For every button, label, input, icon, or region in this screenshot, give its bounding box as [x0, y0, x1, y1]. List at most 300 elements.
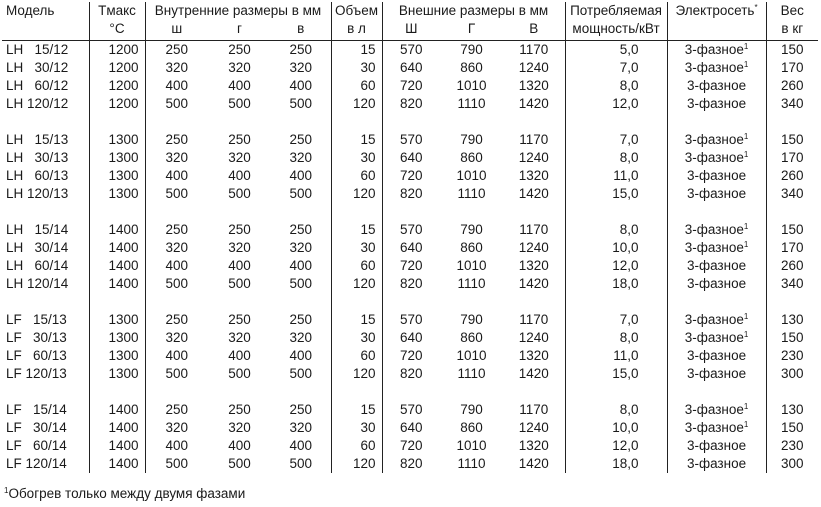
- cell-ih: 250: [289, 42, 313, 57]
- cell-iw: 250: [145, 131, 208, 149]
- header-power: Потребляемая: [565, 2, 667, 20]
- cell-id: 320: [228, 240, 251, 255]
- cell-model: LF 15/14: [6, 402, 67, 417]
- cell-iw: 320: [145, 419, 208, 437]
- cell-mains: [667, 95, 766, 113]
- cell-oh: 1170: [519, 222, 549, 237]
- mains-value: 3-фазное: [684, 420, 744, 435]
- mains-footnote-mark: 1: [743, 222, 749, 231]
- spacer-cell: [145, 113, 208, 131]
- cell-id: 400: [228, 438, 251, 453]
- cell-power: 11,0: [565, 347, 667, 365]
- cell-mains: [667, 275, 766, 293]
- spacer-cell: [208, 383, 271, 401]
- header-mains-mark: *: [754, 3, 758, 12]
- cell-vol: 60: [331, 437, 382, 455]
- mains-value: 3-фазное: [684, 42, 744, 57]
- cell-weight: 230: [766, 437, 818, 455]
- cell-vol: 60: [331, 167, 382, 185]
- cell-tmax: 1200: [89, 59, 145, 77]
- cell-oh: 1420: [518, 96, 549, 111]
- cell-ow: 820: [382, 95, 440, 113]
- cell-id: 400: [228, 258, 251, 273]
- cell-weight: 340: [766, 95, 818, 113]
- cell-vol: 60: [331, 347, 382, 365]
- cell-id: 400: [228, 168, 251, 183]
- table-row: [2, 365, 818, 383]
- cell-od: 1010: [456, 78, 487, 93]
- cell-mains: [667, 401, 766, 419]
- cell-ih: 320: [289, 60, 313, 75]
- cell-tmax: 1400: [89, 401, 145, 419]
- mains-footnote-mark: 1: [743, 312, 749, 321]
- table-body: [2, 41, 818, 474]
- cell-vol: 30: [331, 59, 382, 77]
- cell-oh: 1320: [518, 438, 549, 453]
- cell-power: 7,0: [565, 59, 667, 77]
- spacer-cell: [440, 113, 503, 131]
- spacer-cell: [145, 383, 208, 401]
- cell-ih: 500: [289, 186, 313, 201]
- cell-id: 320: [228, 150, 251, 165]
- mains-value: 3-фазное: [686, 438, 747, 453]
- mains-value: 3-фазное: [684, 222, 744, 237]
- spacer-cell: [271, 383, 331, 401]
- spacer-cell: [565, 383, 667, 401]
- table-row: [2, 59, 818, 77]
- mains-value: 3-фазное: [686, 456, 747, 471]
- cell-weight: 230: [766, 347, 818, 365]
- cell-weight: 260: [766, 77, 818, 95]
- cell-model: LF 30/14: [6, 420, 67, 435]
- group-spacer: [2, 293, 818, 311]
- cell-vol: 60: [331, 257, 382, 275]
- cell-tmax: 1300: [89, 167, 145, 185]
- spacer-cell: [440, 203, 503, 221]
- cell-oh: 1320: [518, 258, 549, 273]
- cell-mains: [667, 239, 766, 257]
- cell-od: 1110: [457, 276, 486, 291]
- spacer-cell: [440, 383, 503, 401]
- spacer-cell: [331, 113, 382, 131]
- cell-weight: 150: [766, 329, 818, 347]
- mains-footnote-mark: 1: [743, 60, 749, 69]
- cell-mains: [667, 257, 766, 275]
- cell-tmax: 1300: [89, 185, 145, 203]
- spacer-cell: [208, 113, 271, 131]
- cell-mains: [667, 41, 766, 60]
- table-row: [2, 77, 818, 95]
- cell-tmax: 1400: [89, 437, 145, 455]
- cell-power: 15,0: [565, 365, 667, 383]
- spacer-cell: [766, 113, 818, 131]
- cell-iw: 250: [145, 401, 208, 419]
- cell-oh: 1240: [518, 240, 549, 255]
- cell-ih: 400: [289, 168, 313, 183]
- cell-ow: 640: [382, 149, 440, 167]
- spacer-cell: [89, 383, 145, 401]
- cell-ow: 720: [382, 437, 440, 455]
- cell-oh: 1420: [518, 276, 549, 291]
- spacer-cell: [503, 293, 565, 311]
- cell-ow: 640: [382, 419, 440, 437]
- cell-model: LH 15/12: [6, 42, 69, 57]
- cell-id: 500: [228, 456, 251, 471]
- cell-od: 1010: [456, 348, 487, 363]
- cell-iw: 320: [145, 329, 208, 347]
- cell-vol: 120: [331, 95, 382, 113]
- cell-ow: 820: [382, 365, 440, 383]
- cell-ih: 400: [289, 78, 313, 93]
- cell-ih: 250: [289, 312, 313, 327]
- header-mains-label: Электросеть: [675, 3, 755, 18]
- cell-od: 860: [460, 150, 483, 165]
- cell-id: 400: [228, 348, 251, 363]
- cell-weight: 130: [766, 401, 818, 419]
- table-row: [2, 221, 818, 239]
- cell-model: LH 30/12: [6, 60, 69, 75]
- cell-id: 320: [228, 60, 251, 75]
- cell-od: 860: [460, 60, 483, 75]
- cell-iw: 320: [145, 149, 208, 167]
- cell-mains: [667, 221, 766, 239]
- cell-id: 250: [228, 42, 251, 57]
- cell-power: 12,0: [565, 437, 667, 455]
- cell-tmax: 1400: [89, 455, 145, 473]
- header-power-unit: мощность/кВт: [565, 20, 667, 41]
- spacer-cell: [331, 203, 382, 221]
- cell-ih: 320: [289, 240, 313, 255]
- cell-model: LH 30/13: [6, 150, 69, 165]
- footnote: [4, 486, 245, 501]
- cell-ow: 570: [382, 41, 440, 60]
- cell-ow: 720: [382, 167, 440, 185]
- cell-weight: 130: [766, 311, 818, 329]
- header-volume: Объем: [331, 2, 382, 20]
- cell-ow: 640: [382, 329, 440, 347]
- cell-oh: 1320: [518, 348, 549, 363]
- spacer-cell: [440, 293, 503, 311]
- cell-tmax: 1300: [89, 347, 145, 365]
- header-model-sub: [2, 20, 89, 41]
- cell-weight: 150: [766, 221, 818, 239]
- mains-value: 3-фазное: [686, 78, 747, 93]
- cell-mains: [667, 131, 766, 149]
- cell-id: 250: [228, 402, 251, 417]
- cell-iw: 400: [145, 437, 208, 455]
- spacer-cell: [89, 293, 145, 311]
- cell-model: LH 120/13: [6, 186, 69, 201]
- cell-power: 7,0: [565, 131, 667, 149]
- table-row: [2, 275, 818, 293]
- cell-tmax: 1200: [89, 41, 145, 60]
- cell-iw: 500: [145, 275, 208, 293]
- cell-iw: 250: [145, 221, 208, 239]
- cell-ow: 570: [382, 311, 440, 329]
- cell-weight: 170: [766, 59, 818, 77]
- cell-ih: 250: [289, 132, 313, 147]
- cell-ow: 640: [382, 239, 440, 257]
- mains-value: 3-фазное: [686, 186, 747, 201]
- cell-iw: 500: [145, 95, 208, 113]
- spacer-cell: [2, 293, 89, 311]
- cell-ow: 570: [382, 221, 440, 239]
- spacer-cell: [2, 203, 89, 221]
- cell-vol: 60: [331, 77, 382, 95]
- cell-weight: 340: [766, 185, 818, 203]
- cell-id: 500: [228, 186, 251, 201]
- cell-tmax: 1400: [89, 419, 145, 437]
- cell-id: 320: [228, 420, 251, 435]
- cell-weight: 170: [766, 239, 818, 257]
- header-mains: [667, 2, 766, 20]
- table-row: [2, 95, 818, 113]
- cell-vol: 30: [331, 239, 382, 257]
- header-outer-height: В: [503, 20, 565, 41]
- spacer-cell: [89, 113, 145, 131]
- table-row: [2, 167, 818, 185]
- header-inner-dimensions: Внутренние размеры в мм: [145, 2, 331, 20]
- cell-od: 860: [460, 330, 483, 345]
- table-row: [2, 347, 818, 365]
- cell-ih: 320: [289, 150, 313, 165]
- header-inner-depth: г: [208, 20, 271, 41]
- cell-tmax: 1400: [89, 275, 145, 293]
- table-row: [2, 437, 818, 455]
- header-outer-depth: Г: [440, 20, 503, 41]
- footnote-mark: 1: [4, 486, 9, 495]
- header-weight-unit: в кг: [766, 20, 818, 41]
- cell-oh: 1420: [518, 366, 549, 381]
- cell-weight: 150: [766, 419, 818, 437]
- cell-mains: [667, 329, 766, 347]
- cell-power: 12,0: [565, 257, 667, 275]
- cell-model: LH 30/14: [6, 240, 69, 255]
- spacer-cell: [331, 293, 382, 311]
- cell-weight: 170: [766, 149, 818, 167]
- cell-ih: 500: [289, 456, 313, 471]
- header-model: Модель: [6, 3, 55, 18]
- table-row: [2, 401, 818, 419]
- cell-vol: 15: [331, 41, 382, 60]
- spacer-cell: [382, 203, 440, 221]
- cell-oh: 1240: [518, 330, 549, 345]
- spacer-cell: [2, 113, 89, 131]
- mains-value: 3-фазное: [686, 168, 747, 183]
- cell-oh: 1170: [519, 132, 549, 147]
- mains-footnote-mark: 1: [743, 330, 749, 339]
- cell-model: LF 15/13: [6, 312, 67, 327]
- cell-vol: 30: [331, 419, 382, 437]
- table-row: [2, 257, 818, 275]
- table-row: [2, 419, 818, 437]
- cell-iw: 250: [145, 311, 208, 329]
- cell-power: 5,0: [565, 41, 667, 60]
- cell-ow: 640: [382, 59, 440, 77]
- mains-value: 3-фазное: [684, 312, 744, 327]
- cell-model: LF 120/14: [6, 456, 67, 471]
- spacer-cell: [145, 203, 208, 221]
- cell-oh: 1170: [519, 42, 549, 57]
- cell-ow: 820: [382, 275, 440, 293]
- cell-ow: 820: [382, 455, 440, 473]
- cell-power: 8,0: [565, 149, 667, 167]
- cell-od: 790: [460, 42, 483, 57]
- header-outer-width: Ш: [382, 20, 440, 41]
- cell-id: 250: [228, 312, 251, 327]
- cell-vol: 15: [331, 311, 382, 329]
- header-weight: Вес: [766, 2, 818, 20]
- cell-ih: 400: [289, 348, 313, 363]
- cell-weight: 260: [766, 257, 818, 275]
- furnace-spec-table: [2, 2, 818, 473]
- cell-mains: [667, 167, 766, 185]
- cell-ih: 500: [289, 276, 313, 291]
- cell-od: 790: [460, 312, 483, 327]
- cell-power: 8,0: [565, 401, 667, 419]
- cell-iw: 500: [145, 365, 208, 383]
- cell-oh: 1320: [518, 168, 549, 183]
- cell-iw: 320: [145, 59, 208, 77]
- cell-mains: [667, 185, 766, 203]
- cell-model: LH 60/13: [6, 168, 69, 183]
- cell-oh: 1170: [519, 402, 549, 417]
- mains-footnote-mark: 1: [743, 42, 749, 51]
- cell-power: 15,0: [565, 185, 667, 203]
- cell-oh: 1420: [518, 186, 549, 201]
- mains-value: 3-фазное: [684, 150, 744, 165]
- cell-id: 250: [228, 132, 251, 147]
- cell-id: 400: [228, 78, 251, 93]
- spacer-cell: [382, 113, 440, 131]
- group-spacer: [2, 113, 818, 131]
- spacer-cell: [766, 383, 818, 401]
- cell-tmax: 1200: [89, 95, 145, 113]
- mains-value: 3-фазное: [684, 132, 744, 147]
- header-mains-sub: [667, 20, 766, 41]
- cell-tmax: 1300: [89, 131, 145, 149]
- spacer-cell: [89, 203, 145, 221]
- cell-mains: [667, 347, 766, 365]
- mains-value: 3-фазное: [686, 276, 747, 291]
- spacer-cell: [766, 293, 818, 311]
- cell-model: LF 60/14: [6, 438, 67, 453]
- cell-tmax: 1200: [89, 77, 145, 95]
- cell-power: 18,0: [565, 455, 667, 473]
- cell-od: 790: [460, 402, 483, 417]
- spacer-cell: [208, 203, 271, 221]
- mains-footnote-mark: 1: [743, 402, 749, 411]
- cell-ow: 570: [382, 131, 440, 149]
- table-row: [2, 185, 818, 203]
- cell-tmax: 1300: [89, 329, 145, 347]
- cell-ow: 820: [382, 185, 440, 203]
- cell-tmax: 1300: [89, 365, 145, 383]
- spacer-cell: [271, 293, 331, 311]
- cell-ow: 720: [382, 257, 440, 275]
- table-row: [2, 329, 818, 347]
- spacer-cell: [565, 293, 667, 311]
- cell-weight: 340: [766, 275, 818, 293]
- cell-ow: 570: [382, 401, 440, 419]
- mains-value: 3-фазное: [684, 330, 744, 345]
- table-row: [2, 131, 818, 149]
- header-outer-dimensions: Внешние размеры в мм: [382, 2, 565, 20]
- mains-footnote-mark: 1: [743, 132, 749, 141]
- cell-model: LF 120/13: [6, 366, 67, 381]
- header-inner-height: в: [271, 20, 331, 41]
- cell-power: 8,0: [565, 221, 667, 239]
- cell-power: 8,0: [565, 77, 667, 95]
- cell-power: 10,0: [565, 239, 667, 257]
- cell-mains: [667, 437, 766, 455]
- cell-model: LF 60/13: [6, 348, 67, 363]
- cell-id: 320: [228, 330, 251, 345]
- cell-mains: [667, 455, 766, 473]
- spacer-cell: [145, 293, 208, 311]
- spacer-cell: [503, 113, 565, 131]
- cell-power: 18,0: [565, 275, 667, 293]
- cell-ih: 500: [289, 96, 313, 111]
- cell-ow: 720: [382, 347, 440, 365]
- cell-od: 860: [460, 240, 483, 255]
- header-tmax: Tмакс: [89, 2, 145, 20]
- spacer-cell: [271, 203, 331, 221]
- cell-ow: 720: [382, 77, 440, 95]
- cell-vol: 120: [331, 275, 382, 293]
- cell-iw: 400: [145, 77, 208, 95]
- cell-mains: [667, 77, 766, 95]
- cell-oh: 1240: [518, 420, 549, 435]
- cell-tmax: 1400: [89, 257, 145, 275]
- cell-model: LH 15/14: [6, 222, 69, 237]
- mains-value: 3-фазное: [686, 258, 747, 273]
- cell-ih: 400: [289, 258, 313, 273]
- cell-mains: [667, 59, 766, 77]
- cell-vol: 15: [331, 221, 382, 239]
- cell-weight: 300: [766, 455, 818, 473]
- cell-weight: 260: [766, 167, 818, 185]
- cell-mains: [667, 311, 766, 329]
- header-tmax-unit: °C: [89, 20, 145, 41]
- cell-vol: 30: [331, 329, 382, 347]
- cell-oh: 1170: [519, 312, 549, 327]
- spacer-cell: [331, 383, 382, 401]
- group-spacer: [2, 203, 818, 221]
- cell-vol: 120: [331, 185, 382, 203]
- mains-footnote-mark: 1: [743, 150, 749, 159]
- cell-oh: 1420: [518, 456, 549, 471]
- cell-id: 500: [228, 366, 251, 381]
- mains-footnote-mark: 1: [743, 240, 749, 249]
- cell-tmax: 1300: [89, 311, 145, 329]
- cell-od: 1110: [457, 186, 486, 201]
- cell-id: 250: [228, 222, 251, 237]
- cell-od: 790: [460, 222, 483, 237]
- mains-value: 3-фазное: [684, 60, 744, 75]
- spacer-cell: [667, 293, 766, 311]
- cell-oh: 1240: [518, 60, 549, 75]
- cell-model: LH 60/12: [6, 78, 69, 93]
- cell-iw: 500: [145, 455, 208, 473]
- cell-weight: 300: [766, 365, 818, 383]
- cell-weight: 150: [766, 41, 818, 60]
- cell-mains: [667, 149, 766, 167]
- cell-id: 500: [228, 96, 251, 111]
- cell-ih: 500: [289, 366, 313, 381]
- table-row: [2, 149, 818, 167]
- mains-value: 3-фазное: [686, 366, 747, 381]
